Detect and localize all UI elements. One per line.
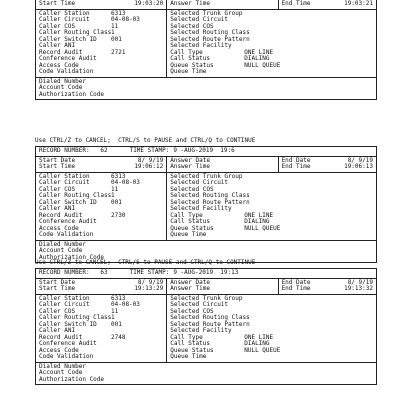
- field-line: [170, 69, 373, 76]
- field-value: 11: [111, 185, 119, 193]
- caller-fields: [36, 295, 167, 362]
- field-label: Selected Facility: [170, 42, 232, 49]
- field-label: Caller COS: [39, 185, 76, 193]
- selected-fields: [167, 295, 376, 362]
- field-label: Queue Status: [170, 224, 214, 232]
- field-line: [39, 354, 163, 361]
- field-value: DIALING: [244, 340, 270, 347]
- caller-fields: [36, 173, 167, 240]
- time-stamp-value: 9 -AUG-2019 19:6: [173, 147, 235, 154]
- field-label: Selected COS: [170, 307, 214, 315]
- end-date-value: 8/ 9/19: [347, 156, 373, 164]
- end-time-value: 19:06:13: [344, 163, 373, 170]
- ctrl-message: Use CTRL/Z to CANCEL; CTRL/S to PAUSE and CTRL/Q to CONTINUE: [35, 137, 256, 144]
- field-label: Caller Circuit: [39, 301, 90, 308]
- record-times-row: [36, 0, 376, 10]
- record-fragment-top: [35, 0, 377, 100]
- field-label: Code Validation: [39, 231, 94, 238]
- field-label: Call Status: [170, 55, 210, 62]
- field-value: ONE LINE: [244, 211, 274, 219]
- field-value: NULL QUEUE: [244, 346, 281, 354]
- field-value: 001: [111, 320, 122, 328]
- field-label: Caller Routing Class: [39, 192, 112, 199]
- field-value: 1: [111, 192, 115, 199]
- field-label: Caller Routing Class: [39, 314, 112, 321]
- record-fields-row: [36, 173, 376, 241]
- field-line: [39, 69, 163, 76]
- field-label: Conference Audit: [39, 55, 97, 62]
- field-label: Caller Circuit: [39, 16, 90, 23]
- dialed-fields: [36, 363, 376, 385]
- start-cell: [36, 279, 167, 294]
- field-label: Selected COS: [170, 185, 214, 193]
- record-header: [36, 269, 376, 278]
- end-time-label: End Time: [281, 163, 311, 170]
- field-value: 6313: [111, 9, 126, 17]
- field-value: 001: [111, 35, 122, 43]
- selected-fields: [167, 10, 376, 77]
- field-label: Code Validation: [39, 353, 94, 360]
- end-time-value: 19:03:21: [344, 0, 373, 7]
- field-label: Caller Station: [39, 9, 90, 17]
- field-line: [39, 232, 163, 239]
- start-cell: [36, 157, 167, 172]
- field-label: Selected Facility: [170, 205, 232, 212]
- field-value: DIALING: [244, 218, 270, 225]
- field-value: 11: [111, 22, 119, 30]
- record-header-row: [36, 147, 376, 157]
- field-label: Queue Status: [170, 346, 214, 354]
- field-label: Queue Status: [170, 61, 214, 69]
- bottom-field-label: Dialed Number: [39, 240, 86, 248]
- end-time-label: End Time: [281, 0, 311, 7]
- field-label: Access Code: [39, 61, 79, 69]
- field-value: 04-08-03: [111, 179, 140, 186]
- start-time-label: Start Time: [39, 163, 76, 170]
- start-time-value: 19:03:20: [134, 0, 164, 7]
- field-label: Selected Routing Class: [170, 29, 250, 36]
- field-label: Selected Circuit: [170, 16, 229, 23]
- field-label: Conference Audit: [39, 218, 97, 225]
- record-number: 63: [100, 269, 108, 276]
- field-label: Selected Facility: [170, 327, 232, 334]
- answer-time-label: Answer Time: [170, 285, 210, 292]
- bottom-field-label: Dialed Number: [39, 362, 86, 370]
- field-value: 1: [111, 314, 115, 321]
- time-stamp-value: 9 -AUG-2019 19:13: [173, 269, 239, 276]
- field-label: Selected Circuit: [170, 179, 229, 186]
- field-label: Selected Routing Class: [170, 192, 250, 199]
- field-value: DIALING: [244, 55, 270, 62]
- answer-time-label: Answer Time: [170, 0, 210, 7]
- field-value: ONE LINE: [244, 48, 274, 56]
- field-label: Caller Circuit: [39, 179, 90, 186]
- answer-date-label: Answer Date: [170, 278, 210, 286]
- start-time-value: 19:13:29: [134, 285, 164, 292]
- field-value: 2721: [111, 48, 126, 56]
- record-header-row: [36, 269, 376, 279]
- field-value: 001: [111, 198, 122, 206]
- end-time-label: End Time: [281, 285, 311, 292]
- field-label: Selected Trunk Group: [170, 172, 243, 180]
- record-bottom-row: [36, 78, 376, 100]
- field-label: Selected Route Pattern: [170, 320, 250, 328]
- answer-cell: [167, 157, 278, 172]
- field-label: Caller ANI: [39, 327, 76, 334]
- end-date-label: End Date: [281, 156, 311, 164]
- field-value: 04-08-03: [111, 16, 140, 23]
- bottom-field-label: Authorization Code: [39, 90, 105, 98]
- selected-fields: [167, 173, 376, 240]
- field-value: NULL QUEUE: [244, 224, 281, 232]
- field-label: Selected Trunk Group: [170, 294, 243, 302]
- field-value: 2748: [111, 333, 126, 341]
- field-label: Selected Trunk Group: [170, 9, 243, 17]
- field-label: Selected Circuit: [170, 301, 229, 308]
- start-date-label: Start Date: [39, 278, 76, 286]
- start-time-value: 19:06:12: [134, 163, 164, 170]
- field-label: Call Type: [170, 48, 203, 56]
- field-label: Caller Station: [39, 172, 90, 180]
- field-label: Caller ANI: [39, 205, 76, 212]
- field-value: 2730: [111, 211, 126, 219]
- field-label: Caller COS: [39, 22, 76, 30]
- start-date-value: 8/ 9/19: [137, 156, 164, 164]
- field-label: Caller Switch ID: [39, 198, 97, 206]
- answer-cell: [167, 0, 278, 9]
- record-number-label: RECORD NUMBER:: [39, 147, 90, 154]
- end-cell: [279, 279, 376, 294]
- field-label: Record Audit: [39, 211, 83, 219]
- field-label: Selected COS: [170, 22, 214, 30]
- end-cell: [279, 0, 376, 9]
- dialed-fields: [36, 78, 376, 100]
- field-value: ONE LINE: [244, 333, 274, 341]
- answer-time-label: Answer Time: [170, 163, 210, 170]
- field-label: Record Audit: [39, 48, 83, 56]
- record-number-label: RECORD NUMBER:: [39, 269, 90, 276]
- bottom-field-label: Authorization Code: [39, 375, 105, 383]
- field-label: Selected Routing Class: [170, 314, 250, 321]
- record-dates-row: [36, 279, 376, 295]
- field-label: Caller Switch ID: [39, 35, 97, 43]
- end-date-label: End Date: [281, 278, 311, 286]
- record-header: [36, 147, 376, 156]
- caller-fields: [36, 10, 167, 77]
- field-label: Selected Route Pattern: [170, 35, 250, 43]
- field-label: Call Type: [170, 211, 203, 219]
- start-date-value: 8/ 9/19: [137, 278, 164, 286]
- field-value: 04-08-03: [111, 301, 140, 308]
- field-label: Access Code: [39, 346, 79, 354]
- answer-date-label: Answer Date: [170, 156, 210, 164]
- record-fields-row: [36, 295, 376, 363]
- field-label: Caller ANI: [39, 42, 76, 49]
- time-stamp-label: TIME STAMP:: [129, 269, 170, 276]
- start-cell: [36, 0, 167, 9]
- bottom-field-label: Account Code: [39, 84, 83, 91]
- record-bottom-row: [36, 363, 376, 385]
- field-label: Caller Station: [39, 294, 90, 302]
- field-value: 6313: [111, 294, 126, 302]
- field-value: 1: [111, 29, 115, 36]
- field-line: [170, 354, 373, 361]
- end-date-value: 8/ 9/19: [347, 278, 373, 286]
- record-dates-row: [36, 157, 376, 173]
- field-value: 6313: [111, 172, 126, 180]
- field-label: Code Validation: [39, 68, 94, 75]
- field-label: Caller Switch ID: [39, 320, 97, 328]
- start-date-label: Start Date: [39, 156, 76, 164]
- record-62: [35, 146, 377, 263]
- field-label: Caller Routing Class: [39, 29, 112, 36]
- bottom-field-label: Authorization Code: [39, 253, 105, 261]
- answer-cell: [167, 279, 278, 294]
- field-label: Queue Time: [170, 231, 207, 238]
- end-time-value: 19:13:32: [344, 285, 373, 292]
- field-line: [170, 232, 373, 239]
- ctrl-message: Use CTRL/Z to CANCEL; CTRL/S to PAUSE and CTRL/Q to CONTINUE: [35, 259, 256, 266]
- field-label: Queue Time: [170, 68, 207, 75]
- field-value: 11: [111, 307, 119, 315]
- record-number: 62: [100, 147, 108, 154]
- field-label: Call Type: [170, 333, 203, 341]
- bottom-field-label: Account Code: [39, 369, 83, 376]
- field-label: Call Status: [170, 340, 210, 347]
- record-63: [35, 268, 377, 385]
- field-label: Call Status: [170, 218, 210, 225]
- field-label: Selected Route Pattern: [170, 198, 250, 206]
- bottom-field-label: Account Code: [39, 247, 83, 254]
- field-label: Access Code: [39, 224, 79, 232]
- bottom-field-label: Dialed Number: [39, 77, 86, 85]
- field-label: Record Audit: [39, 333, 83, 341]
- record-fields-row: [36, 10, 376, 78]
- start-time-label: Start Time: [39, 285, 76, 292]
- field-label: Queue Time: [170, 353, 207, 360]
- field-label: Caller COS: [39, 307, 76, 315]
- end-cell: [279, 157, 376, 172]
- field-value: NULL QUEUE: [244, 61, 281, 69]
- start-time-label: Start Time: [39, 0, 76, 7]
- field-label: Conference Audit: [39, 340, 97, 347]
- time-stamp-label: TIME STAMP:: [129, 147, 170, 154]
